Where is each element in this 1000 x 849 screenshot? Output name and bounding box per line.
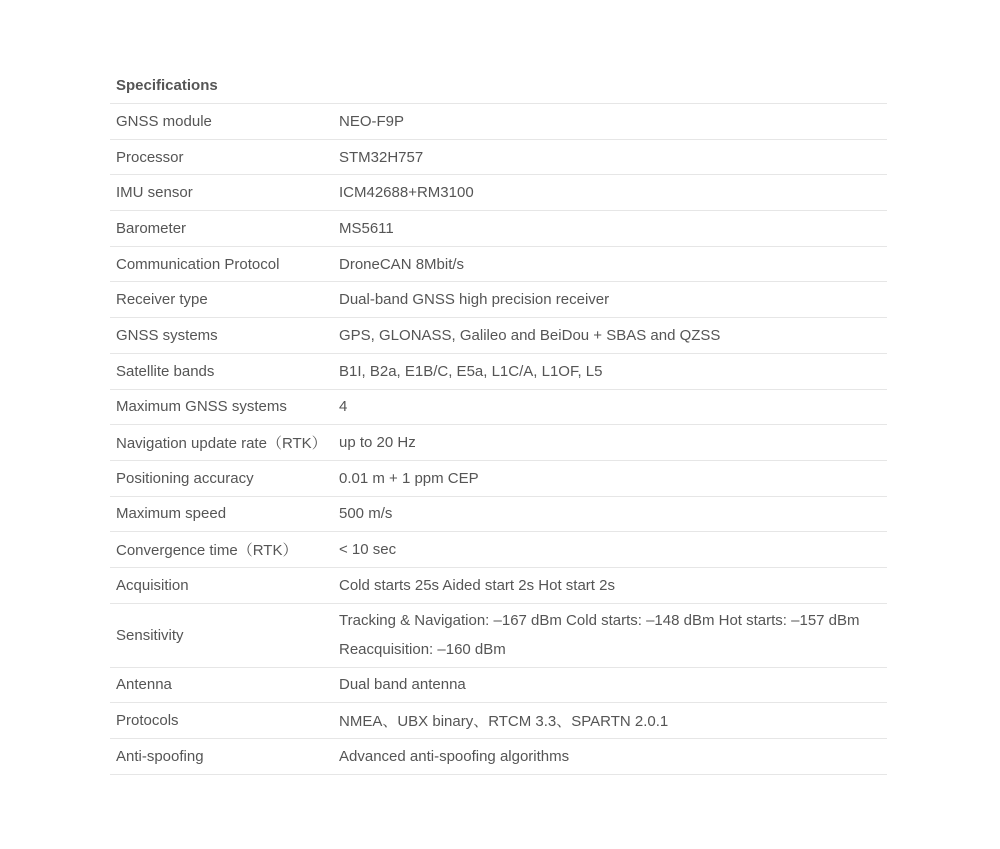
spec-value: 4 (339, 398, 348, 416)
spec-rows (110, 104, 887, 775)
spec-label: Sensitivity (116, 626, 184, 644)
specifications-table (110, 70, 887, 775)
spec-label: Barometer (116, 219, 187, 237)
spec-row (110, 354, 887, 390)
spec-value: ICM42688+RM3100 (339, 184, 474, 202)
spec-row (110, 282, 887, 318)
spec-row (110, 568, 887, 604)
spec-label: Positioning accuracy (116, 469, 254, 487)
spec-row (110, 425, 887, 461)
spec-row (110, 247, 887, 283)
spec-row (110, 739, 887, 775)
spec-value: Dual band antenna (339, 676, 466, 694)
spec-label: Satellite bands (116, 362, 215, 380)
section-title: Specifications (110, 70, 887, 104)
spec-row (110, 668, 887, 704)
spec-label: Antenna (116, 676, 172, 694)
spec-label: Navigation update rate（RTK） (116, 435, 327, 453)
spec-row (110, 390, 887, 426)
spec-value: GPS, GLONASS, Galileo and BeiDou + SBAS and QZSS (339, 326, 721, 344)
spec-row (110, 532, 887, 568)
spec-label: Communication Protocol (116, 255, 280, 273)
spec-label: Maximum GNSS systems (116, 398, 287, 416)
spec-value: MS5611 (339, 219, 394, 237)
spec-label: Maximum speed (116, 505, 227, 523)
spec-row (110, 703, 887, 739)
spec-label: IMU sensor (116, 184, 193, 202)
spec-value: B1I, B2a, E1B/C, E5a, L1C/A, L1OF, L5 (339, 362, 603, 380)
spec-value: < 10 sec (339, 541, 397, 559)
spec-row (110, 497, 887, 533)
spec-label: GNSS systems (116, 326, 218, 344)
spec-label: Acquisition (116, 576, 189, 594)
spec-label: Anti-spoofing (116, 747, 204, 765)
spec-row (110, 461, 887, 497)
spec-label: Processor (116, 148, 184, 166)
spec-row (110, 604, 887, 668)
spec-label: Receiver type (116, 291, 208, 309)
spec-value: STM32H757 (339, 148, 424, 166)
spec-value: up to 20 Hz (339, 434, 416, 452)
spec-row (110, 104, 887, 140)
spec-label: GNSS module (116, 112, 212, 130)
spec-row (110, 211, 887, 247)
spec-row (110, 140, 887, 176)
spec-row (110, 175, 887, 211)
spec-value: Dual-band GNSS high precision receiver (339, 291, 610, 309)
spec-value: Tracking & Navigation: –167 dBm Cold starts: –148 dBm Hot starts: –157 dBm Reacquisition: –160 dBm (339, 612, 860, 659)
spec-label: Protocols (116, 712, 179, 730)
spec-value: 0.01 m + 1 ppm CEP (339, 469, 479, 487)
spec-value: NMEA、UBX binary、RTCM 3.3、SPARTN 2.0.1 (339, 713, 669, 731)
spec-row (110, 318, 887, 354)
spec-label: Convergence time（RTK） (116, 542, 298, 560)
spec-value: 500 m/s (339, 505, 393, 523)
spec-value: NEO-F9P (339, 112, 405, 130)
spec-value: Cold starts 25s Aided start 2s Hot start 2s (339, 576, 615, 594)
spec-value: DroneCAN 8Mbit/s (339, 255, 465, 273)
spec-value: Advanced anti-spoofing algorithms (339, 747, 570, 765)
